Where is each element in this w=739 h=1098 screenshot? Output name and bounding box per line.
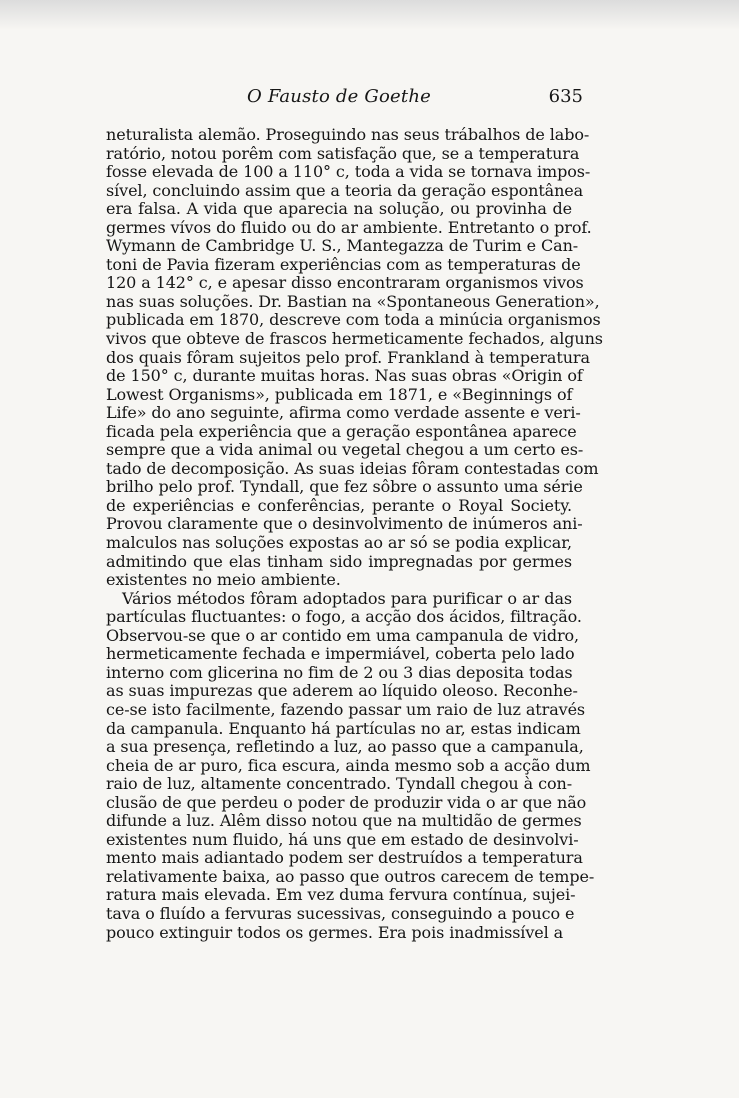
text-line: clusão de que perdeu o poder de produzir vida o ar que não [106,792,587,812]
text-line: de experiências e conferências, perante o Royal Society. [106,495,572,515]
text-line: germes vívos do fluido ou do ar ambiente. Entretanto o prof. [106,217,592,237]
text-line: Observou-se que o ar contido em uma campanula de vidro, [106,625,580,645]
text-line: publicada em 1870, descreve com toda a minúcia organismos [106,310,601,330]
text-line: Vários métodos fôram adoptados para purificar o ar das [122,588,572,608]
text-line: relativamente baixa, ao passo que outros carecem de tempe- [106,866,595,886]
text-line: hermeticamente fechada e impermiável, coberta pelo lado [106,644,575,664]
text-line: tava o fluído a fervuras sucessivas, conseguindo a pouco e [106,903,575,923]
text-line: raio de luz, altamente concentrado. Tyndall chegou à con- [106,774,572,794]
text-line: existentes no meio ambiente. [106,570,341,590]
text-line: as suas impurezas que aderem ao líquido oleoso. Reconhe- [106,681,578,701]
text-line: fosse elevada de 100 a 110° c, toda a vida se tornava impos- [106,162,591,182]
text-line: nas suas soluções. Dr. Bastian na «Spontaneous Generation», [106,291,600,311]
text-line: vivos que obteve de frascos hermeticamente fechados, alguns [106,329,603,349]
text-line: mento mais adiantado podem ser destruídos a temperatura [106,848,583,868]
text-line: interno com glicerina no fim de 2 ou 3 dias deposita todas [106,662,573,682]
paragraph [106,588,595,942]
running-title: O Fausto de Goethe [247,86,431,107]
text-line: Wymann de Cambridge U. S., Mantegazza de Turim e Can- [106,236,579,256]
body-text [106,125,603,942]
text-line: difunde a luz. Alêm disso notou que na multidão de germes [106,811,582,831]
text-line: neturalista alemão. Proseguindo nas seus trábalhos de labo- [106,125,590,144]
paragraph [106,125,603,590]
text-line: era falsa. A vida que aparecia na solução, ou provinha de [106,199,572,219]
text-line: ce-se isto facilmente, fazendo passar um raio de luz através [106,699,586,719]
text-line: toni de Pavia fizeram experiências com as temperaturas de [106,254,581,274]
text-line: admitindo que elas tinham sido impregnadas por germes [106,551,572,571]
text-line: ratura mais elevada. Em vez duma fervura contínua, sujei- [106,885,576,905]
text-line: ficada pela experiência que a geração espontânea aparece [106,421,577,441]
text-line: tado de decomposição. As suas ideias fôram contestadas com [106,458,599,478]
text-line: Life» do ano seguinte, afirma como verdade assente e veri- [106,403,581,423]
text-line: existentes num fluido, há uns que em estado de desinvolvi- [106,829,579,849]
text-line: 120 a 142° c, e apesar disso encontraram organismos vivos [106,273,584,293]
text-line: dos quais fôram sujeitos pelo prof. Frankland à temperatura [106,347,590,367]
text-line: malculos nas soluções expostas ao ar só se podia explicar, [106,533,572,553]
text-line: da campanula. Enquanto há partículas no ar, estas indicam [106,718,581,738]
text-line: sível, concluindo assim que a teoria da geração espontânea [106,180,584,200]
scan-edge-shadow [0,0,739,30]
text-line: pouco extinguir todos os germes. Era pois inadmissível a [106,922,564,942]
text-line: sempre que a vida animal ou vegetal chegou a um certo es- [106,440,584,460]
running-header [106,86,583,110]
text-line: a sua presença, refletindo a luz, ao passo que a campanula, [106,737,584,757]
page-number: 635 [548,86,583,107]
text-line: partículas fluctuantes: o fogo, a acção dos ácidos, filtração. [106,607,582,627]
text-line: brilho pelo prof. Tyndall, que fez sôbre o assunto uma série [106,477,583,497]
text-line: Lowest Organisms», publicada em 1871, e «Beginnings of [106,384,573,404]
text-line: de 150° c, durante muitas horas. Nas suas obras «Origin of [106,366,583,386]
text-line: ratório, notou porêm com satisfação que, se a temperatura [106,143,580,163]
text-line: Provou claramente que o desinvolvimento de inúmeros ani- [106,514,583,534]
text-line: cheia de ar puro, fica escura, ainda mesmo sob a acção dum [106,755,591,775]
